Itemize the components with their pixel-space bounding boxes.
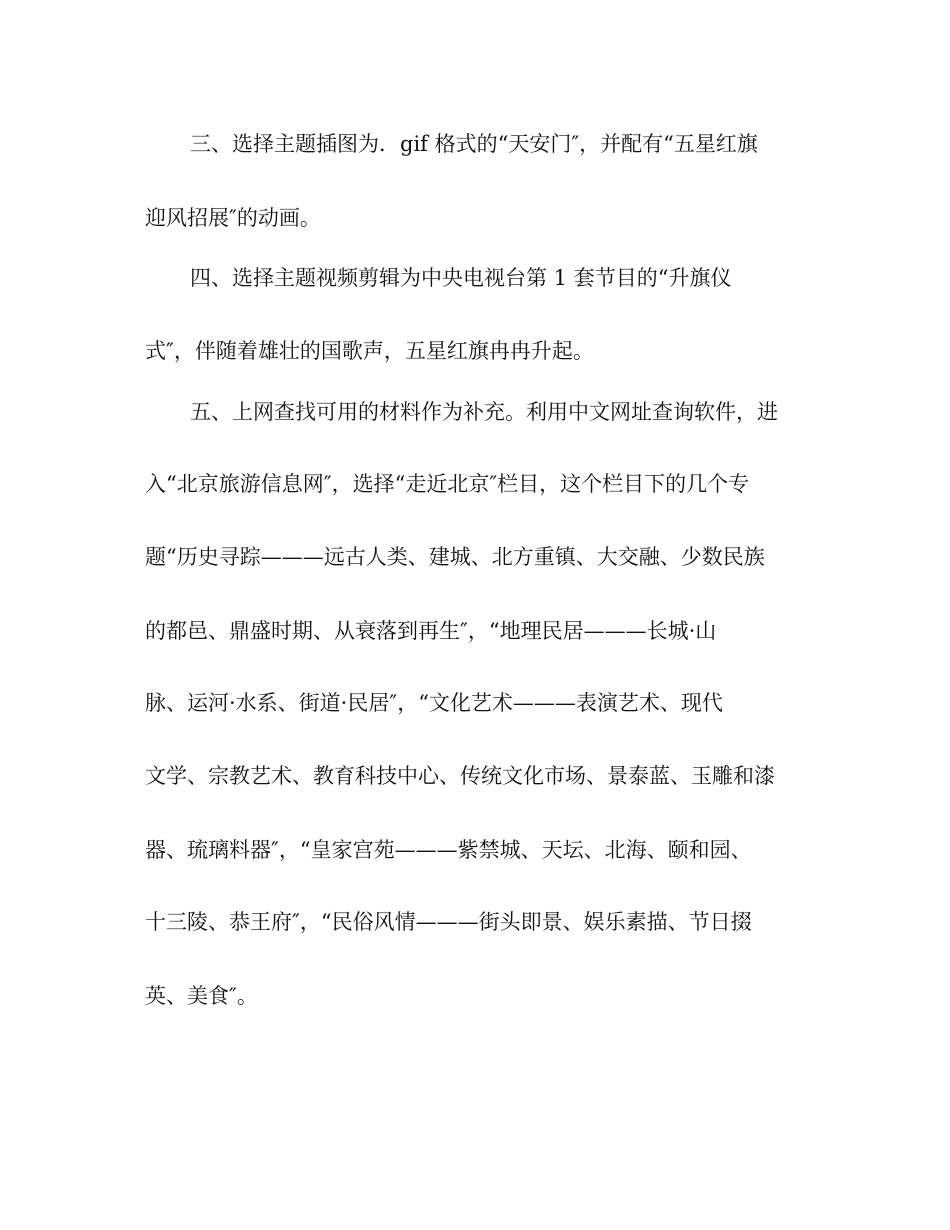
paragraph-5-line-7: 器、琉璃料器″，“皇家宫苑———紫禁城、天坛、北海、颐和园、: [145, 838, 752, 862]
paragraph-4-line-1: 四、选择主题视频剪辑为中央电视台第 1 套节目的“升旗仪: [190, 266, 732, 290]
paragraph-5-line-9: 英、美食″。: [145, 984, 258, 1008]
paragraph-5-line-6: 文学、宗教艺术、教育科技中心、传统文化市场、景泰蓝、玉雕和漆: [145, 764, 775, 788]
paragraph-5-line-5: 脉、运河·水系、街道·民居″，“文化艺术———表演艺术、现代: [145, 691, 723, 715]
paragraph-4-line-2: 式″，伴随着雄壮的国歌声，五星红旗冉冉升起。: [145, 339, 594, 363]
paragraph-5-line-4: 的都邑、鼎盛时期、从衰落到再生″，“地理民居———长城·山: [145, 619, 717, 643]
paragraph-5-line-2: 入“北京旅游信息网″，选择“走近北京″栏目，这个栏目下的几个专: [145, 472, 750, 496]
paragraph-5-line-8: 十三陵、恭王府″，“民俗风情———街头即景、娱乐素描、节日掇: [145, 910, 752, 934]
paragraph-5-line-3: 题“历史寻踪———远古人类、建城、北方重镇、大交融、少数民族: [145, 545, 765, 569]
paragraph-5-line-1: 五、上网查找可用的材料作为补充。利用中文网址查询软件，进: [190, 400, 778, 424]
paragraph-3-line-2: 迎风招展″的动画。: [145, 206, 321, 230]
paragraph-3-line-1: 三、选择主题插图为．gif 格式的“天安门″，并配有“五星红旗: [190, 132, 758, 156]
